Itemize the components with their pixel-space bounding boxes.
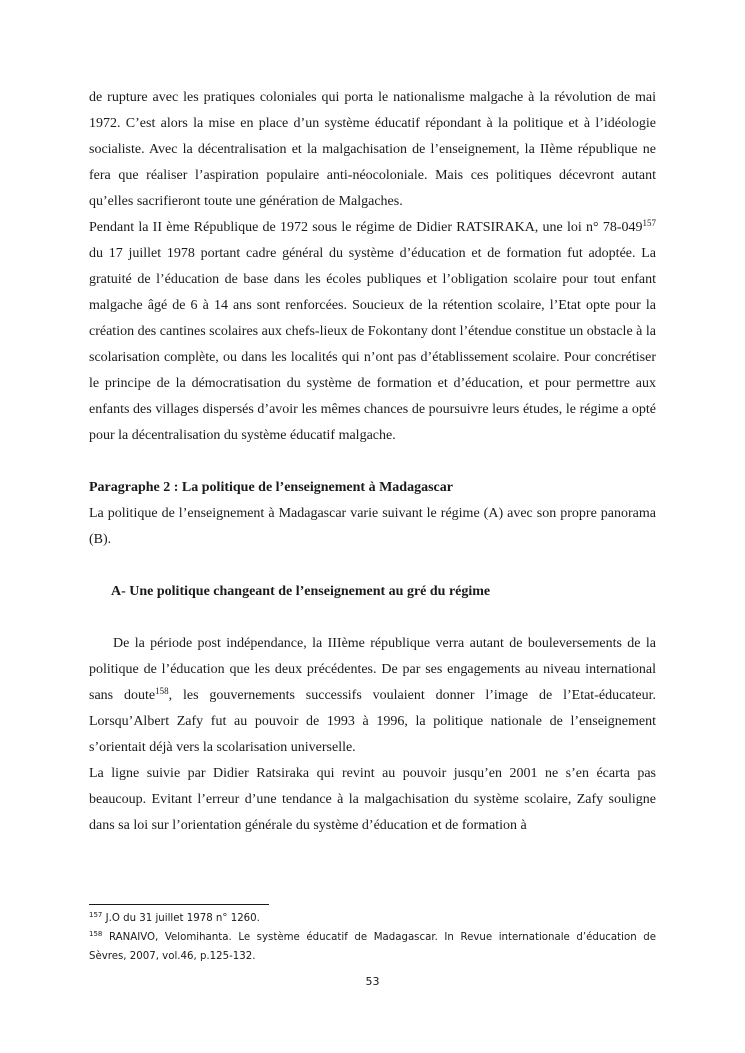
footnote-157 (89, 909, 656, 928)
footnote-text: RANAIVO, Velomihanta. Le système éducatif de Madagascar. In Revue internationale d’éducation de Sèvres, 2007, vol.46, p.125-132. (89, 932, 656, 962)
paragraph-text: Pendant la II ème République de 1972 sous le régime de Didier RATSIRAKA, une loi n° 78-049 (89, 220, 643, 235)
main-text (89, 85, 656, 839)
footnote-separator (89, 904, 269, 905)
paragraph-text: du 17 juillet 1978 portant cadre général du système d’éducation et de formation fut adoptée. La gratuité de l’éducation de base dans les écoles publiques et l’obligation scolaire pour tout enfant malgache âgé de 6 à 14 ans sont renforcées. Soucieux de la rétention scolaire, l’Etat opte pour la création des cantines scolaires aux chefs-lieux de Fokontany dont l’étendue constitue un obstacle à la scolarisation complète, ou dans les localités qui n’ont pas d’établissement scolaire. Pour concrétiser le principe de la démocratisation du système de formation et d’éducation, et pour permettre aux enfants des villages dispersés d’avoir les mêmes chances de poursuivre leurs études, le régime a opté pour la décentralisation du système éducatif malgache. (89, 246, 656, 443)
footnote-number: 158 (89, 930, 103, 938)
footnote-number: 157 (89, 911, 103, 919)
paragraph-text: De la période post indépendance, la IIIème république verra autant de bouleversements de la politique de l’éducation que les deux précédentes. De par ses engagements au niveau international sans doute (89, 636, 656, 703)
spacer (89, 605, 656, 631)
spacer (89, 553, 656, 579)
paragraph-troisieme-republique (89, 631, 656, 761)
page-number: 53 (365, 975, 380, 988)
paragraph-ratsiraka: La ligne suivie par Didier Ratsiraka qui revint au pouvoir jusqu’en 2001 ne s’en écarta pas beaucoup. Evitant l’erreur d’une tendance à la malgachisation du système scolaire, Zafy souligne dans sa loi sur l’orientation générale du système d’éducation et de formation à (89, 766, 656, 833)
footnotes (89, 909, 656, 966)
paragraph-rupture: de rupture avec les pratiques coloniales qui porta le nationalisme malgache à la révolution de mai 1972. C’est alors la mise en place d’un système éducatif répondant à la politique et à l’idéologie socialiste. Avec la décentralisation et la malgachisation de l’enseignement, la IIème république ne fera que réaliser l’aspiration populaire anti-néocoloniale. Mais ces politiques décevront autant qu’elles sacrifieront toute une génération de Malgaches. (89, 90, 656, 209)
paragraph-text: , les gouvernements successifs voulaient donner l’image de l’Etat-éducateur. Lorsqu’Albert Zafy fut au pouvoir de 1993 à 1996, la politique nationale de l’enseignement s’orientait déjà vers la scolarisation universelle. (89, 688, 656, 755)
spacer (89, 449, 656, 475)
footnote-reference[interactable]: 158 (155, 686, 169, 696)
footnote-text: J.O du 31 juillet 1978 n° 1260. (102, 913, 260, 924)
footnote-reference[interactable]: 157 (642, 218, 656, 228)
paragraph-deuxieme-republique (89, 215, 656, 449)
footnote-158 (89, 928, 656, 966)
paragraph-intro: La politique de l’enseignement à Madagascar varie suivant le régime (A) avec son propre panorama (B). (89, 506, 656, 547)
section-heading: Paragraphe 2 : La politique de l’enseignement à Madagascar (89, 480, 453, 495)
subsection-heading: A- Une politique changeant de l’enseignement au gré du régime (111, 584, 491, 599)
